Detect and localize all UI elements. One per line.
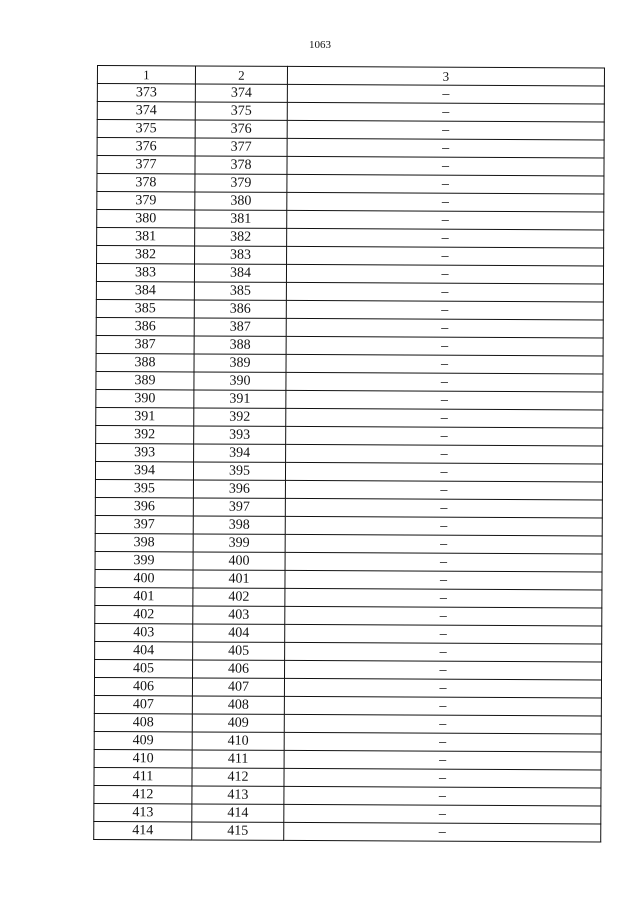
table-cell-col-3: – bbox=[286, 264, 603, 284]
table-cell-col-3: – bbox=[284, 732, 601, 752]
table-cell-col-1: 373 bbox=[97, 84, 195, 102]
table-cell-col-3: – bbox=[285, 570, 602, 590]
table-cell-col-3: – bbox=[285, 516, 602, 536]
table-cell-col-1: 401 bbox=[95, 587, 193, 605]
table-cell-col-1: 394 bbox=[95, 461, 193, 479]
table-cell-col-3: – bbox=[284, 822, 601, 842]
table-cell-col-2: 394 bbox=[194, 444, 286, 462]
table-cell-col-1: 412 bbox=[94, 785, 192, 803]
table-cell-col-2: 405 bbox=[193, 642, 285, 660]
table-cell-col-3: – bbox=[285, 534, 602, 554]
table-cell-col-2: 380 bbox=[195, 192, 287, 210]
table-cell-col-3: – bbox=[286, 408, 603, 428]
table-cell-col-1: 377 bbox=[97, 156, 195, 174]
table-cell-col-1: 403 bbox=[95, 623, 193, 641]
table-cell-col-1: 385 bbox=[96, 299, 194, 317]
table-cell-col-3: – bbox=[285, 552, 602, 572]
table-cell-col-1: 406 bbox=[94, 677, 192, 695]
table-cell-col-2: 375 bbox=[195, 102, 287, 120]
table-cell-col-1: 378 bbox=[97, 174, 195, 192]
table-cell-col-2: 403 bbox=[193, 606, 285, 624]
table-cell-col-1: 391 bbox=[96, 407, 194, 425]
table-cell-col-3: – bbox=[285, 660, 602, 680]
table-cell-col-3: – bbox=[284, 768, 601, 788]
table-cell-col-2: 400 bbox=[193, 552, 285, 570]
table-cell-col-2: 414 bbox=[192, 804, 284, 822]
table-cell-col-3: – bbox=[287, 84, 604, 104]
table-cell-col-3: – bbox=[286, 390, 603, 410]
table-cell-col-3: – bbox=[286, 372, 603, 392]
page-number: 1063 bbox=[309, 39, 331, 51]
table-cell-col-1: 398 bbox=[95, 533, 193, 551]
data-table bbox=[93, 65, 605, 842]
table-cell-col-1: 387 bbox=[96, 335, 194, 353]
table-cell-col-2: 404 bbox=[193, 624, 285, 642]
table-cell-col-3: – bbox=[284, 696, 601, 716]
table-cell-col-1: 390 bbox=[96, 389, 194, 407]
table-cell-col-3: – bbox=[285, 624, 602, 644]
table-cell-col-2: 402 bbox=[193, 588, 285, 606]
table-cell-col-3: – bbox=[284, 714, 601, 734]
table-cell-col-1: 399 bbox=[95, 551, 193, 569]
table-cell-col-1: 382 bbox=[97, 246, 195, 264]
table-cell-col-3: – bbox=[284, 804, 601, 824]
table-cell-col-3: – bbox=[285, 588, 602, 608]
table-cell-col-3: – bbox=[287, 246, 604, 266]
table-cell-col-2: 384 bbox=[194, 264, 286, 282]
table-cell-col-1: 381 bbox=[97, 228, 195, 246]
header-cell-col-1: 1 bbox=[97, 66, 195, 84]
table-cell-col-3: – bbox=[287, 228, 604, 248]
table-cell-col-2: 411 bbox=[192, 750, 284, 768]
table-cell-col-2: 410 bbox=[192, 732, 284, 750]
table-cell-col-1: 413 bbox=[94, 803, 192, 821]
table-cell-col-1: 375 bbox=[97, 120, 195, 138]
table-cell-col-2: 407 bbox=[192, 678, 284, 696]
table-cell-col-3: – bbox=[286, 354, 603, 374]
table-cell-col-3: – bbox=[284, 786, 601, 806]
table-cell-col-1: 384 bbox=[96, 281, 194, 299]
table-cell-col-1: 379 bbox=[97, 192, 195, 210]
table-cell-col-2: 408 bbox=[192, 696, 284, 714]
table-cell-col-3: – bbox=[287, 102, 604, 122]
table-cell-col-1: 408 bbox=[94, 713, 192, 731]
header-cell-col-3: 3 bbox=[287, 66, 604, 86]
table-cell-col-1: 386 bbox=[96, 317, 194, 335]
table-cell-col-1: 393 bbox=[96, 443, 194, 461]
table-cell-col-2: 388 bbox=[194, 336, 286, 354]
table-cell-col-3: – bbox=[285, 462, 602, 482]
table-cell-col-1: 380 bbox=[97, 210, 195, 228]
table-cell-col-1: 396 bbox=[95, 497, 193, 515]
table-cell-col-1: 404 bbox=[95, 641, 193, 659]
table-cell-col-2: 382 bbox=[195, 228, 287, 246]
table-cell-col-3: – bbox=[286, 426, 603, 446]
table-cell-col-1: 400 bbox=[95, 569, 193, 587]
table-body bbox=[94, 84, 605, 842]
table-cell-col-2: 395 bbox=[193, 462, 285, 480]
table-cell-col-2: 412 bbox=[192, 768, 284, 786]
table-cell-col-1: 407 bbox=[94, 695, 192, 713]
table-cell-col-3: – bbox=[287, 192, 604, 212]
header-cell-col-2: 2 bbox=[195, 66, 287, 84]
table-cell-col-2: 415 bbox=[192, 822, 284, 840]
table-cell-col-2: 390 bbox=[194, 372, 286, 390]
table-cell-col-2: 381 bbox=[195, 210, 287, 228]
table-cell-col-2: 385 bbox=[194, 282, 286, 300]
table-cell-col-3: – bbox=[287, 138, 604, 158]
table-cell-col-1: 410 bbox=[94, 749, 192, 767]
table-cell-col-3: – bbox=[286, 300, 603, 320]
table-cell-col-2: 406 bbox=[193, 660, 285, 678]
table-cell-col-2: 376 bbox=[195, 120, 287, 138]
table-cell-col-2: 374 bbox=[195, 84, 287, 102]
table-cell-col-2: 386 bbox=[194, 300, 286, 318]
table-cell-col-2: 401 bbox=[193, 570, 285, 588]
table-cell-col-3: – bbox=[287, 210, 604, 230]
table-cell-col-1: 397 bbox=[95, 515, 193, 533]
table-cell-col-2: 378 bbox=[195, 156, 287, 174]
table-cell-col-3: – bbox=[286, 318, 603, 338]
table-cell-col-3: – bbox=[287, 174, 604, 194]
table-cell-col-2: 393 bbox=[194, 426, 286, 444]
table-cell-col-2: 391 bbox=[194, 390, 286, 408]
table-cell-col-1: 383 bbox=[96, 264, 194, 282]
table-cell-col-2: 398 bbox=[193, 516, 285, 534]
table-cell-col-1: 392 bbox=[96, 425, 194, 443]
table-cell-col-2: 379 bbox=[195, 174, 287, 192]
table-cell-col-2: 383 bbox=[195, 246, 287, 264]
table-cell-col-2: 397 bbox=[193, 498, 285, 516]
table-cell-col-1: 405 bbox=[95, 659, 193, 677]
table-cell-col-3: – bbox=[284, 750, 601, 770]
table-cell-col-2: 377 bbox=[195, 138, 287, 156]
table-cell-col-1: 388 bbox=[96, 353, 194, 371]
table-cell-col-1: 409 bbox=[94, 731, 192, 749]
table-cell-col-3: – bbox=[286, 282, 603, 302]
table-cell-col-3: – bbox=[285, 606, 602, 626]
table-cell-col-2: 392 bbox=[194, 408, 286, 426]
table-cell-col-1: 374 bbox=[97, 102, 195, 120]
table-cell-col-2: 413 bbox=[192, 786, 284, 804]
table-cell-col-3: – bbox=[287, 120, 604, 140]
table-cell-col-1: 395 bbox=[95, 479, 193, 497]
table-cell-col-3: – bbox=[285, 642, 602, 662]
table-cell-col-3: – bbox=[284, 678, 601, 698]
table-cell-col-2: 389 bbox=[194, 354, 286, 372]
table-cell-col-2: 409 bbox=[192, 714, 284, 732]
table-row bbox=[94, 821, 601, 841]
table-cell-col-1: 376 bbox=[97, 138, 195, 156]
table-cell-col-1: 414 bbox=[94, 821, 192, 839]
table-cell-col-2: 396 bbox=[193, 480, 285, 498]
table-cell-col-3: – bbox=[287, 156, 604, 176]
table-cell-col-3: – bbox=[285, 480, 602, 500]
table-cell-col-1: 411 bbox=[94, 767, 192, 785]
table-cell-col-2: 387 bbox=[194, 318, 286, 336]
table-cell-col-3: – bbox=[286, 336, 603, 356]
table-cell-col-2: 399 bbox=[193, 534, 285, 552]
table-cell-col-3: – bbox=[285, 498, 602, 518]
table-cell-col-1: 402 bbox=[95, 605, 193, 623]
table-cell-col-1: 389 bbox=[96, 371, 194, 389]
table-cell-col-3: – bbox=[286, 444, 603, 464]
